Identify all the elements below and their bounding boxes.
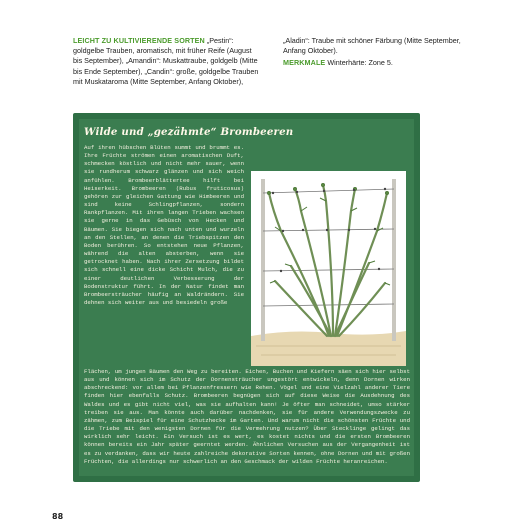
blackberry-info-box bbox=[73, 113, 420, 482]
page-number: 88 bbox=[52, 512, 64, 521]
varieties-heading: LEICHT ZU KULTIVIERENDE SORTEN bbox=[73, 36, 205, 45]
top-text-columns bbox=[73, 36, 473, 87]
features-text: Winterhärte: Zone 5. bbox=[327, 58, 393, 68]
box-text-column: Auf ihren hübschen Blüten summt und brummt es. Ihre Früchte strömen einen aromatischen Duft, schmecken köstlich und nicht mehr sauer, wenn sie rundherum schwarz glänzen und sich weich anfühlen. Brombeerblättertee hilft bei Heiserkeit. Brombeeren (Rubus fruticosus) gehören zur gleichen Gattung wie Himbeeren und sind keine Schlingpflanzen, sondern Rankpflanzen. Mit ihren langen Trieben wachsen sie gerne in das Gebüsch von Hecken und Bäumen. Sie biegen sich nach unten und wurzeln an den Stellen, an denen die Triebspitzen den Boden berühren. So entstehen neue Pflanzen, während die alten absterben, wenn sie getrocknet haben. Nach ihrer Zersetzung bildet sich schnell eine dicke Schicht Mulch, die zu einer deutlichen Verbesserung der Bodenstruktur führt. In der Natur findet man Brombeersträucher häufig an Waldrändern. Sie dehnen sich weiter aus und besiedeln große bbox=[84, 144, 244, 306]
features-column bbox=[283, 36, 473, 87]
varieties-text: „Pestin“: goldgelbe Trauben, aromatisch, mit früher Reife (August bis September), „Amandin“: Muskattraube, goldgelb (Mitte bis Ende September), „Candin“: große, goldgelbe Trauben mit Muskataroma (Mitte September, Anfang Oktober), bbox=[73, 36, 259, 86]
box-text-full: Flächen, um jungen Bäumen den Weg zu bereiten. Eichen, Buchen und Kiefern säen sich hier selbst aus und können sich im Schutz der Dornensträucher ungestört entwickeln, denn Dornen wirken abschreckend: vor allem bei Pflanzenfressern wie Rehen. Vögel und eine Vielzahl anderer Tiere finden hier ebenfalls Schutz. Brombeeren begnügen sich auf diese Weise die Ausdehnung des Waldes und es gibt nicht viel, was sie aufhalten kann! Je öfter man schneidet, umso stärker treiben sie aus. Man könnte auch darüber nachdenken, sie für andere Verwendungszwecke zu zähmen, zum Beispiel für eine Schutzhecke im Garten. Und warum nicht die schönsten Früchte und die Triebe mit den wenigsten Dornen für die Vermehrung nutzen? Über Stecklinge gelingt das wirklich sehr leicht. Ein Versuch ist es wert, es kostet nichts und die ersten Brombeeren können bereits ein Jahr später geerntet werden. Ähnlichen Versuchen aus der Vergangenheit ist es zu verdanken, dass wir heute zahlreiche dekorative Sorten kennen, ohne Dornen und mit großen Früchten, die allerdings nur schwerlich an den Geschmack der wilden Früchte heranreichen. bbox=[84, 368, 410, 465]
aladin-text: „Aladin“: Traube mit schöner Färbung (Mitte September, Anfang Oktober). bbox=[283, 36, 461, 56]
varieties-column bbox=[73, 36, 259, 87]
box-title: Wilde und „gezähmte“ Brombeeren bbox=[84, 126, 294, 138]
features-heading: MERKMALE bbox=[283, 58, 326, 68]
blackberry-illustration bbox=[251, 171, 406, 366]
